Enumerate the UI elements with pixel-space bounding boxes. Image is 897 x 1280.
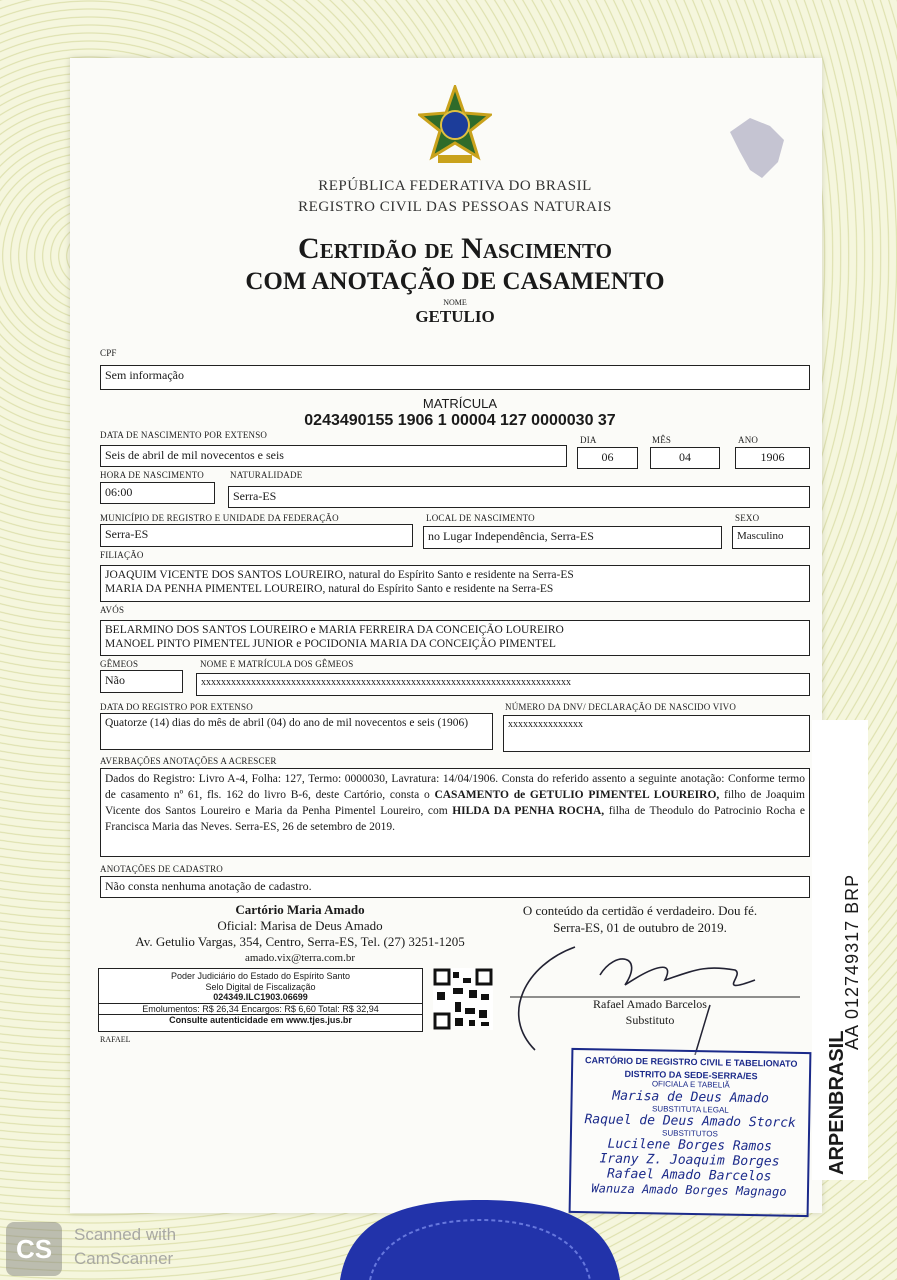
- coat-of-arms-icon: [418, 85, 492, 167]
- grandparents-field: [100, 620, 810, 656]
- clerk-initials: RAFAEL: [100, 1035, 131, 1044]
- year-field: 1906: [735, 447, 810, 469]
- sex-label: SEXO: [735, 513, 760, 523]
- matricula-label: MATRÍCULA: [422, 396, 498, 411]
- birth-date-label: DATA DE NASCIMENTO POR EXTENSO: [100, 430, 268, 440]
- stamp-line: SUBSTITUTOS: [661, 1128, 718, 1139]
- registration-date-label: DATA DO REGISTRO POR EXTENSO: [100, 702, 253, 712]
- watermark-line2: CamScanner: [74, 1249, 174, 1268]
- registrant-name: GETULIO: [415, 307, 495, 326]
- parents-field: [100, 565, 810, 602]
- birth-time-field: 06:00: [100, 482, 215, 504]
- municipio-label: MUNICÍPIO DE REGISTRO E UNIDADE DA FEDERAÇÃO: [100, 513, 339, 523]
- grandparents-label: AVÓS: [100, 605, 125, 615]
- sex-field: Masculino: [732, 526, 810, 549]
- registration-date-field: Quatorze (14) dias do mês de abril (04) do ano de mil novecentos e seis (1906): [100, 713, 493, 750]
- registry-heading: REGISTRO CIVIL DAS PESSOAS NATURAIS: [298, 199, 612, 215]
- attestation-text: O conteúdo da certidão é verdadeiro. Dou fé.: [522, 903, 758, 918]
- attestation: [500, 902, 780, 936]
- security-strip: [812, 720, 868, 1180]
- annotations-field: [100, 768, 810, 857]
- camscanner-logo-icon: CS: [6, 1222, 62, 1276]
- stamp-line: OFICIALA E TABELIÃ: [651, 1079, 730, 1090]
- handwritten-signature: [505, 935, 805, 1055]
- annotations-label: AVERBAÇÕES ANOTAÇÕES A ACRESCER: [100, 756, 277, 766]
- stamp-line: Irany Z. Joaquim Borges: [599, 1151, 780, 1170]
- registry-notes-field: Não consta nenhuma anotação de cadastro.: [100, 876, 810, 898]
- twins-names-field: xxxxxxxxxxxxxxxxxxxxxxxxxxxxxxxxxxxxxxxxxxxxxxxxxxxxxxxxxxxxxxxxxxxxxxxxxx: [196, 673, 810, 696]
- day-label: DIA: [580, 435, 597, 445]
- birth-place-label: LOCAL DE NASCIMENTO: [426, 513, 535, 523]
- cpf-field: Sem informação: [100, 365, 810, 390]
- security-serial: AA 012749317 BRP: [842, 873, 862, 1050]
- stamp-line: SUBSTITUTA LEGAL: [651, 1104, 729, 1115]
- parents-label: FILIAÇÃO: [100, 550, 144, 560]
- annotation-text: filho de Joaquim Vicente dos Santos Loureiro e Maria da Penha Pimentel Loureiro, com: [105, 789, 806, 817]
- stamp-line: CARTÓRIO DE REGISTRO CIVIL E TABELIONATO: [584, 1055, 798, 1069]
- birth-time-label: HORA DE NASCIMENTO: [100, 470, 204, 480]
- stamp-line: Lucilene Borges Ramos: [607, 1136, 773, 1155]
- signer-block: [560, 996, 740, 1028]
- office-address: Av. Getulio Vargas, 354, Centro, Serra-ES, Tel. (27) 3251-1205: [135, 934, 465, 949]
- registry-office-info: [90, 902, 510, 966]
- matricula-number: 0243490155 1906 1 00004 127 0000030 37: [304, 412, 616, 429]
- embossed-seal: [330, 1195, 630, 1280]
- stamp-line: Rafael Amado Barcelos: [606, 1166, 772, 1185]
- annotation-text: filha de Theodulo do Patrocinio Rocha e Francisca Maria das Neves.: [105, 805, 805, 833]
- office-name: Cartório Maria Amado: [235, 902, 365, 917]
- annotation-text: Dados do Registro: Livro A-4, Folha: 127, Termo: 0000030, Lavratura: 14/04/1906. Consta do referido assento a seguinte anotação: Conforme termo de casamento nº 61, fls. 162 do livro B-6, deste Cartório, consta o: [105, 773, 805, 801]
- seal-line1: Poder Judiciário do Estado do Espírito Santo: [170, 971, 351, 981]
- birth-place-field: no Lugar Independência, Serra-ES: [423, 526, 722, 549]
- naturalidade-label: NATURALIDADE: [230, 470, 303, 480]
- office-email: amado.vix@terra.com.br: [244, 952, 355, 964]
- paternal-grandparents: BELARMINO DOS SANTOS LOUREIRO e MARIA FERREIRA DA CONCEIÇÃO LOUREIRO: [105, 624, 564, 636]
- day-field: 06: [577, 447, 638, 469]
- republic-heading: REPÚBLICA FEDERATIVA DO BRASIL: [318, 178, 592, 194]
- twins-field: Não: [100, 670, 183, 693]
- document-title: Certidão de Nascimento: [298, 232, 612, 265]
- camscanner-watermark: [0, 1218, 260, 1280]
- father-line: JOAQUIM VICENTE DOS SANTOS LOUREIRO, natural do Espírito Santo e residente na Serra-ES: [105, 569, 574, 581]
- year-label: ANO: [738, 435, 759, 445]
- stamp-line: Raquel de Deus Amado Storck: [584, 1112, 796, 1131]
- digital-seal-box: [98, 968, 423, 1032]
- month-field: 04: [650, 447, 720, 469]
- notary-stamp: [569, 1048, 812, 1217]
- qr-code-icon[interactable]: [433, 968, 493, 1030]
- dnv-label: NÚMERO DA DNV/ DECLARAÇÃO DE NASCIDO VIVO: [505, 702, 737, 712]
- month-label: MÊS: [652, 435, 672, 445]
- name-label: NOME: [443, 298, 467, 307]
- stamp-line: DISTRITO DA SEDE-SERRA/ES: [624, 1068, 758, 1082]
- signer-role: Substituto: [625, 1013, 675, 1027]
- annotation-bride: HILDA DA PENHA ROCHA,: [452, 805, 605, 817]
- naturalidade-field: Serra-ES: [228, 486, 810, 508]
- twins-label: GÊMEOS: [100, 659, 139, 669]
- document-subtitle: COM ANOTAÇÃO DE CASAMENTO: [245, 268, 665, 295]
- dnv-field: xxxxxxxxxxxxxxx: [503, 715, 810, 752]
- office-official: Oficial: Marisa de Deus Amado: [217, 918, 383, 933]
- stamp-line: Marisa de Deus Amado: [612, 1088, 769, 1107]
- attestation-date: Serra-ES, 01 de outubro de 2019.: [553, 920, 727, 935]
- municipio-field: Serra-ES: [100, 524, 413, 547]
- twins-names-label: NOME E MATRÍCULA DOS GÊMEOS: [200, 659, 354, 669]
- annotation-date: Serra-ES, 26 de setembro de 2019.: [232, 821, 395, 833]
- seal-code: 024349.ILC1903.06699: [213, 992, 308, 1002]
- seal-consult-link[interactable]: Consulte autenticidade em www.tjes.jus.br: [169, 1015, 352, 1025]
- arpen-brand-logo: ARPENBRASIL: [826, 1030, 848, 1175]
- cpf-label: CPF: [100, 348, 117, 358]
- brazil-map-hologram-icon: [720, 112, 790, 184]
- watermark-line1: Scanned with: [74, 1225, 177, 1244]
- seal-fees: Emolumentos: R$ 26,34 Encargos: R$ 6,60 Total: R$ 32,94: [99, 1003, 422, 1016]
- annotation-groom: CASAMENTO de GETULIO PIMENTEL LOUREIRO,: [434, 789, 720, 801]
- stamp-line: Wanuza Amado Borges Magnago: [591, 1181, 787, 1199]
- maternal-grandparents: MANOEL PINTO PIMENTEL JUNIOR e POCIDONIA MARIA DA CONCEIÇÃO PIMENTEL: [105, 638, 556, 650]
- registry-notes-label: ANOTAÇÕES DE CADASTRO: [100, 864, 223, 874]
- birth-date-text: Seis de abril de mil novecentos e seis: [100, 445, 567, 467]
- signer-name: Rafael Amado Barcelos: [593, 997, 707, 1011]
- seal-line2: Selo Digital de Fiscalização: [205, 981, 316, 992]
- mother-line: MARIA DA PENHA PIMENTEL LOUREIRO, natural do Espírito Santo e residente na Serra-ES: [105, 583, 554, 595]
